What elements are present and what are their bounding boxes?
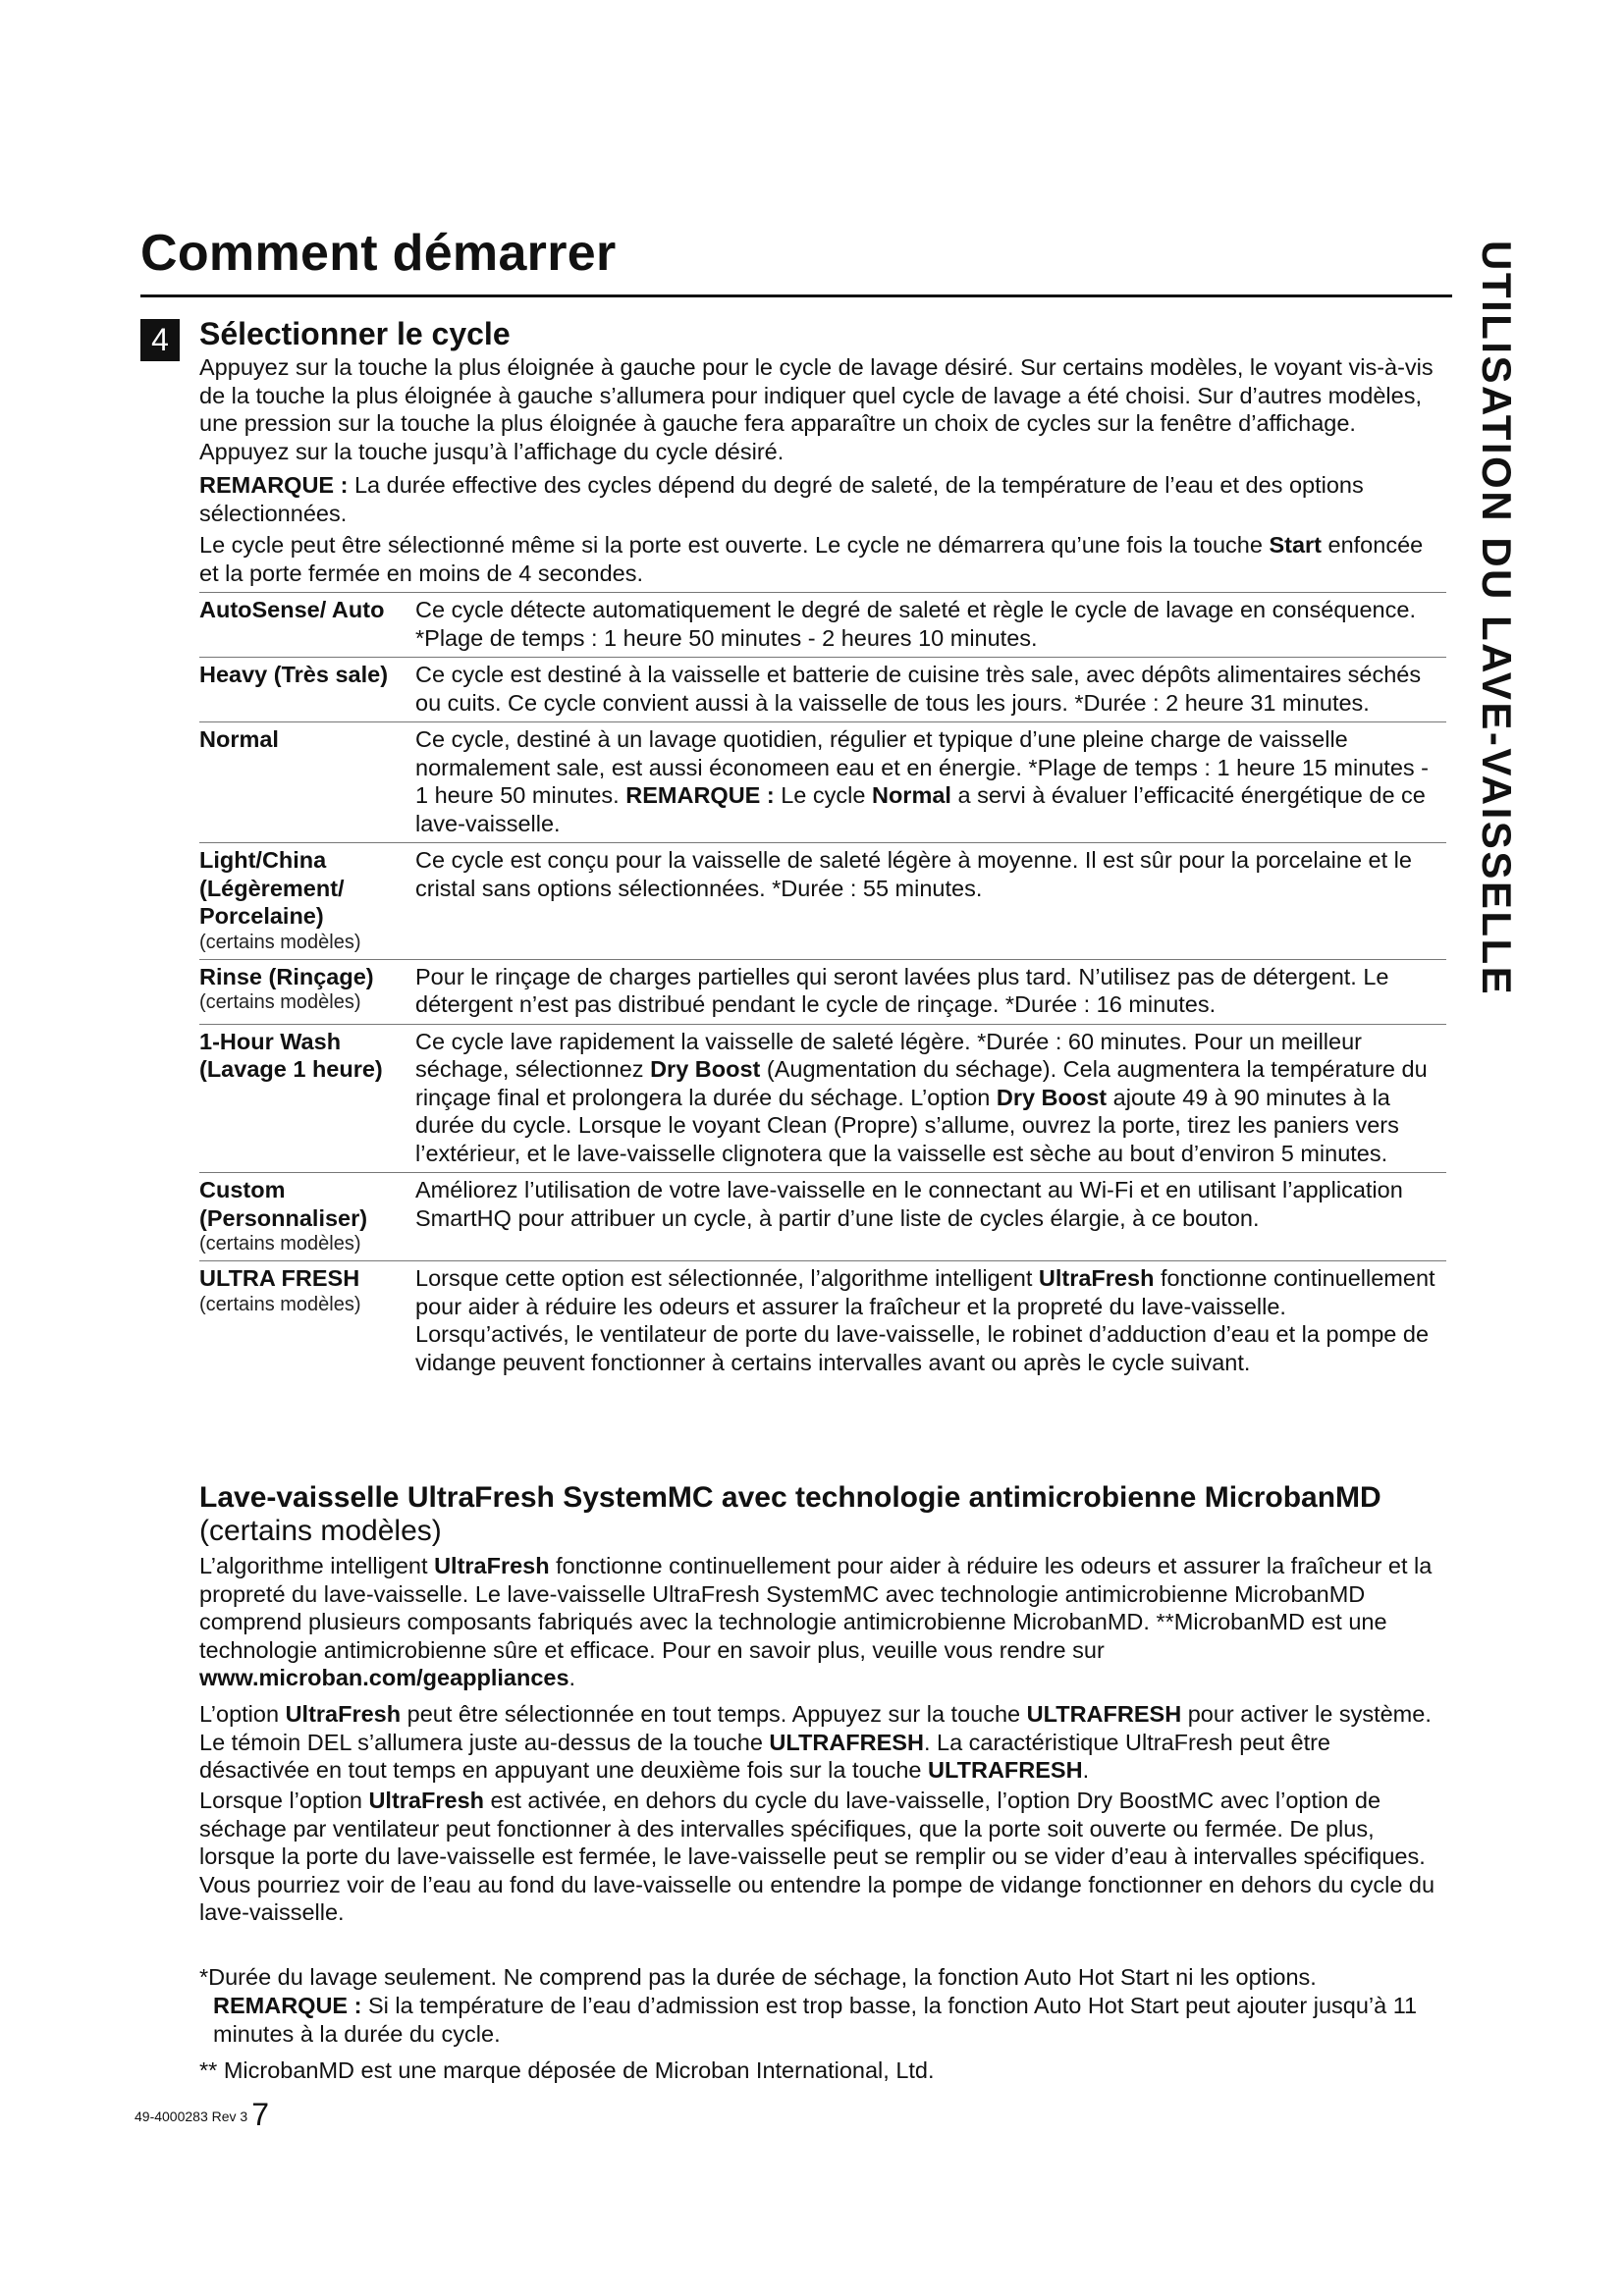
cycle-table bbox=[199, 592, 1446, 1381]
cycle-desc: Améliorez l’utilisation de votre lave-vaisselle en le connectant au Wi-Fi et en utilisant l’application SmartHQ pour attribuer un cycle, à partir d’une liste de cycles élargie, à ce bouton. bbox=[415, 1177, 1403, 1231]
ultrafresh-paragraph-1: L’algorithme intelligent UltraFresh fonctionne continuellement pour aider à réduire les odeurs et assurer la fraîcheur et la propreté du lave-vaisselle. Le lave-vaisselle UltraFresh SystemMC avec technologie antimicrobienne MicrobanMD comprend plusieurs composants fabriqués avec la technologie antimicrobienne MicrobanMD. **MicrobanMD est une technologie antimicrobienne sûre et efficace. Pour en savoir plus, veuille vous rendre sur www.microban.com/geappliances. bbox=[199, 1553, 1433, 1690]
table-row bbox=[199, 843, 1446, 960]
table-row bbox=[199, 593, 1446, 658]
table-row bbox=[199, 1173, 1446, 1261]
section-side-title: UTILISATION DU LAVE-VAISSELLE bbox=[1474, 240, 1520, 997]
step-note bbox=[199, 531, 1446, 587]
cycle-desc: Ce cycle lave rapidement la vaisselle de saleté légère. *Durée : 60 minutes. Pour un meilleur séchage, sélectionnez Dry Boost (Augmentation du séchage). Cela augmentera la température du rinçage final et prolongera la durée du séchage. L’option Dry Boost ajoute 49 à 90 minutes à la durée du cycle. Lorsque le voyant Clean (Propre) s’allume, ouvrez la porte, tirez les paniers vers l’extérieur, et le lave-vaisselle clignotera que la vaisselle est sèche au bout d’environ 5 minutes. bbox=[415, 1028, 1428, 1166]
remark-label: REMARQUE : bbox=[199, 472, 349, 498]
cycle-desc: Ce cycle détecte automatiquement le degré de saleté et règle le cycle de lavage en conséquence. *Plage de temps : 1 heure 50 minutes - 2 heures 10 minutes. bbox=[415, 597, 1416, 651]
note-start: Start bbox=[1269, 532, 1322, 558]
ultrafresh-heading-sub: (certains modèles) bbox=[199, 1515, 442, 1547]
doc-id: 49-4000283 Rev 3 bbox=[135, 2109, 248, 2124]
cycle-name: Rinse (Rinçage) (certains modèles) bbox=[199, 963, 374, 1013]
ultrafresh-heading-title: Lave-vaisselle UltraFresh SystemMC avec technologie antimicrobienne MicrobanMD bbox=[199, 1481, 1381, 1514]
page-title: Comment démarrer bbox=[140, 225, 617, 282]
microban-link[interactable]: www.microban.com/geappliances bbox=[199, 1665, 569, 1690]
table-row bbox=[199, 658, 1446, 722]
footnote-remark: REMARQUE : Si la température de l’eau d’admission est trop basse, la fonction Auto Hot Start peut ajouter jusqu’à 11 minutes à la durée du cycle. bbox=[213, 1993, 1418, 2047]
cycle-name: Custom (Personnaliser) (certains modèles) bbox=[199, 1177, 368, 1255]
note-after: enfoncée et la porte fermée en moins de 4 secondes. bbox=[199, 532, 1424, 586]
cycle-desc: Ce cycle est destiné à la vaisselle et batterie de cuisine très sale, avec dépôts alimentaires séchés ou cuits. Ce cycle convient aussi à la vaisselle de tous les jours. *Durée : 2 heure 31 minutes. bbox=[415, 662, 1422, 716]
cycle-name: Light/China (Légèrement/ Porcelaine) (certains modèles) bbox=[199, 847, 361, 953]
cycle-name: Normal bbox=[199, 726, 279, 752]
cycle-name: 1-Hour Wash (Lavage 1 heure) bbox=[199, 1028, 383, 1082]
title-rule bbox=[140, 294, 1452, 297]
cycle-desc: Lorsque cette option est sélectionnée, l’algorithme intelligent UltraFresh fonctionne continuellement pour aider à réduire les odeurs et assurer la fraîcheur et la propreté du lave-vaisselle. Lorsqu’activés, le ventilateur de porte du lave-vaisselle, le robinet d’adduction d’eau et la pompe de vidange peuvent fonctionner à certains intervalles avant ou après le cycle suivant. bbox=[415, 1265, 1435, 1375]
table-row bbox=[199, 959, 1446, 1024]
table-row bbox=[199, 1261, 1446, 1382]
cycle-desc: Ce cycle est conçu pour la vaisselle de saleté légère à moyenne. Il est sûr pour la porcelaine et le cristal sans options sélectionnées. *Durée : 55 minutes. bbox=[415, 847, 1412, 901]
step-remark bbox=[199, 471, 1446, 527]
footnote-duration: *Durée du lavage seulement. Ne comprend pas la durée de séchage, la fonction Auto Hot Start ni les options. bbox=[199, 1964, 1317, 1990]
cycle-name: Heavy (Très sale) bbox=[199, 662, 389, 687]
step-intro: Appuyez sur la touche la plus éloignée à gauche pour le cycle de lavage désiré. Sur certains modèles, le voyant vis-à-vis de la touche la plus éloignée à gauche s’allumera pour indiquer quel cycle de lavage a été choisi. Sur d’autres modèles, une pression sur la touche la plus éloignée à gauche fera apparaître un choix de cycles sur la fenêtre d’affichage. Appuyez sur la touche jusqu’à l’affichage du cycle désiré. bbox=[199, 354, 1434, 464]
cycle-desc: Ce cycle, destiné à un lavage quotidien, régulier et typique d’une pleine charge de vaisselle normalement sale, est aussi économeen eau et en énergie. *Plage de temps : 1 heure 15 minutes - 1 heure 50 minutes. REMARQUE : Le cycle Normal a servi à évaluer l’efficacité énergétique de ce lave-vaisselle. bbox=[415, 726, 1430, 836]
table-row bbox=[199, 722, 1446, 843]
ultrafresh-heading bbox=[199, 1481, 1456, 1548]
step-number-badge: 4 bbox=[140, 319, 180, 361]
cycle-desc: Pour le rinçage de charges partielles qui seront lavées plus tard. N’utilisez pas de détergent. Le détergent n’est pas distribué pendant le cycle de rinçage. *Durée : 16 minutes. bbox=[415, 963, 1389, 1017]
cycle-name: ULTRA FRESH (certains modèles) bbox=[199, 1265, 361, 1315]
footnote-microban: ** MicrobanMD est une marque déposée de Microban International, Ltd. bbox=[199, 2057, 935, 2083]
cycle-name: AutoSense/ Auto bbox=[199, 597, 385, 622]
table-row bbox=[199, 1024, 1446, 1173]
step-title: Sélectionner le cycle bbox=[199, 316, 511, 351]
remark-text: La durée effective des cycles dépend du degré de saleté, de la température de l’eau et des options sélectionnées. bbox=[199, 472, 1364, 526]
page-number: 7 bbox=[251, 2097, 269, 2132]
ultrafresh-paragraph-3: Lorsque l’option UltraFresh est activée, en dehors du cycle du lave-vaisselle, l’option Dry BoostMC avec l’option de séchage par ventilateur peut fonctionner à des intervalles spécifiques, que la porte soit ouverte ou fermée. De plus, lorsque la porte du lave-vaisselle est fermée, le lave-vaisselle peut se remplir ou se vider d’eau à intervalles spécifiques. Vous pourriez voir de l’eau au fond du lave-vaisselle ou entendre la pompe de vidange fonctionner en dehors du cycle du lave-vaisselle. bbox=[199, 1788, 1435, 1925]
ultrafresh-paragraph-2: L’option UltraFresh peut être sélectionnée en tout temps. Appuyez sur la touche ULTRAFRESH pour activer le système. Le témoin DEL s’allumera juste au-dessus de la touche ULTRAFRESH. La caractéristique UltraFresh peut être désactivée en tout temps en appuyant une deuxième fois sur la touche ULTRAFRESH. bbox=[199, 1701, 1432, 1783]
page-footer bbox=[135, 2097, 269, 2133]
note-before: Le cycle peut être sélectionné même si la porte est ouverte. Le cycle ne démarrera qu’une fois la touche bbox=[199, 532, 1270, 558]
